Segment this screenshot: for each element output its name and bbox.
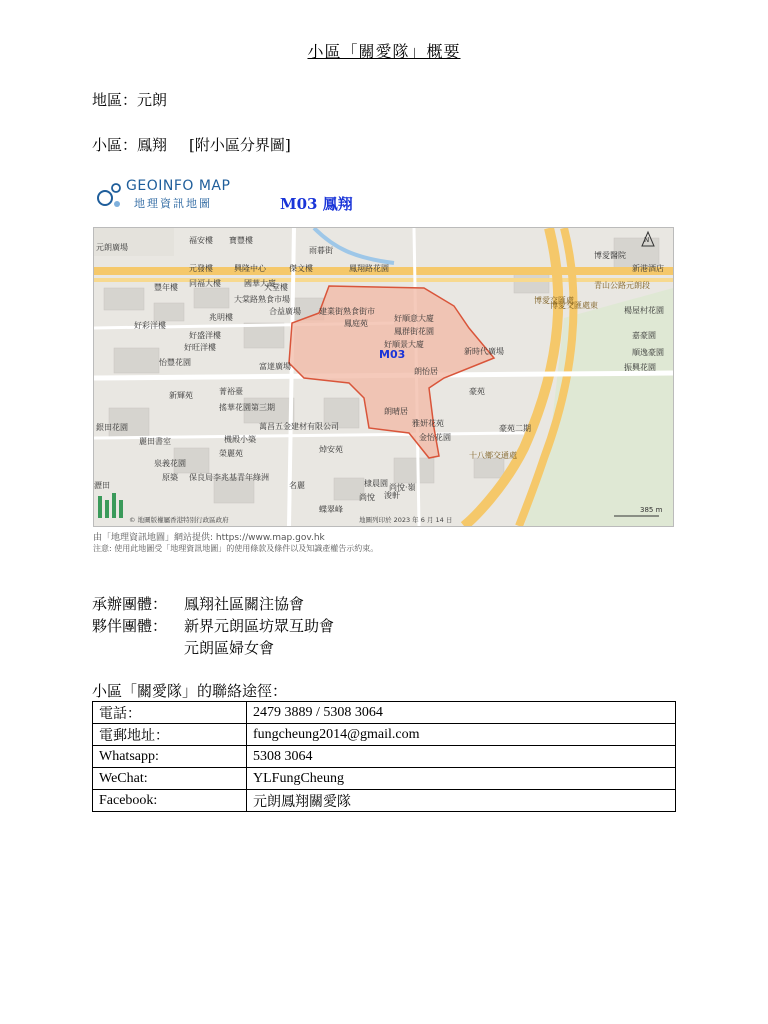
map-place-label: 富達廣場 xyxy=(259,362,291,371)
map-place-label: 寶豐樓 xyxy=(229,236,253,245)
contact-value-wechat: YLFungCheung xyxy=(247,768,676,790)
partner-1: 新界元朗區坊眾互助會 xyxy=(184,617,335,635)
map-place-label: 大棠路熟食市場 xyxy=(234,295,290,304)
map-place-label: 新時代廣場 xyxy=(464,347,504,356)
geoinfo-logo-subtext: 地理資訊地圖 xyxy=(134,197,212,210)
map-place-label: 機殿小築 xyxy=(224,435,256,444)
contact-key-phone: 電話： xyxy=(93,702,247,724)
map-place-label: 傑文樓 xyxy=(289,264,313,273)
map-place-label: 嘉豪園 xyxy=(632,331,656,340)
map-place-label: 原築 xyxy=(162,473,178,482)
map-place-label: 瀝田 xyxy=(94,481,110,490)
map-place-label: 焯安苑 xyxy=(319,445,343,454)
map-place-label: 建業街熟食街市 xyxy=(319,307,375,316)
table-row xyxy=(93,702,676,724)
table-row xyxy=(93,768,676,790)
map-print-date: 地圖列印於 2023 年 6 月 14 日 xyxy=(359,516,453,524)
contact-value-facebook: 元朗鳳翔關愛隊 xyxy=(247,790,676,812)
map-place-label: 豪苑 xyxy=(469,387,485,396)
contact-key-wechat: WeChat: xyxy=(93,768,247,790)
map-place-label: 好盛洋樓 xyxy=(189,331,221,340)
map-place-label: 新港酒店 xyxy=(632,264,664,273)
map-place-label: 博愛交匯處 xyxy=(534,296,574,305)
map-place-label: 青山公路元朗段 xyxy=(594,281,650,290)
district-label: 地區： xyxy=(92,91,138,109)
map-place-label: 尚悅·嶺 xyxy=(389,483,416,492)
map-place-label: 好順意大廈 xyxy=(394,314,434,323)
geoinfo-logo-icon xyxy=(96,181,124,211)
map-place-label: 浚軒 xyxy=(384,491,400,500)
map-place-label: 豐年樓 xyxy=(154,283,178,292)
map-place-label: 好順景大廈 xyxy=(384,340,424,349)
map-place-label: 泉義花園 xyxy=(154,459,186,468)
svg-text:N: N xyxy=(644,236,650,244)
map-source-credit: 由「地理資訊地圖」網站提供: https://www.map.gov.hk xyxy=(93,533,325,543)
table-row xyxy=(93,746,676,768)
map-usage-note: 注意: 使用此地圖受「地理資訊地圖」的使用條款及條件以及知識產權告示約束。 xyxy=(93,544,379,553)
map-place-label: 博愛醫院 xyxy=(594,251,626,260)
subdistrict-value: 鳳翔 xyxy=(137,136,168,154)
contact-key-facebook: Facebook: xyxy=(93,790,247,812)
geoinfo-logo-text: GEOINFO MAP xyxy=(126,178,231,194)
map-place-label: 尚悅 xyxy=(359,493,375,502)
subdistrict-label: 小區： xyxy=(92,136,138,154)
map-code-title: M03 鳳翔 xyxy=(280,195,353,213)
map-place-label: 新輝苑 xyxy=(169,391,193,400)
geoinfo-logo xyxy=(96,178,246,212)
page-title: 小區「關愛隊」概要 xyxy=(307,42,461,61)
map-place-label: 兆明樓 xyxy=(209,313,233,322)
partner-2: 元朗區婦女會 xyxy=(184,639,275,657)
subdistrict-line xyxy=(92,134,291,155)
map-place-label: 朗晴居 xyxy=(384,407,408,416)
map-place-label: 元朗廣場 xyxy=(96,243,128,252)
map-place-label: 棣晨園 xyxy=(364,479,388,488)
contact-key-whatsapp: Whatsapp: xyxy=(93,746,247,768)
district-value: 元朗 xyxy=(137,91,168,109)
subdistrict-map[interactable] xyxy=(93,227,674,527)
map-place-label: 同福大樓 xyxy=(189,279,221,288)
contact-value-phone: 2479 3889 / 5308 3064 xyxy=(247,702,676,724)
table-row xyxy=(93,724,676,746)
map-place-label: 蝶翠峰 xyxy=(319,505,343,514)
contact-value-email[interactable]: fungcheung2014@gmail.com xyxy=(247,724,676,746)
map-place-label: 興隆中心 xyxy=(234,264,266,273)
map-scale: 385 m xyxy=(640,506,663,514)
map-place-label: 朗怡居 xyxy=(414,367,438,376)
map-place-label: 菁裕臺 xyxy=(219,387,243,396)
contact-value-whatsapp: 5308 3064 xyxy=(247,746,676,768)
contact-heading: 小區「關愛隊」的聯絡途徑： xyxy=(92,682,288,700)
map-place-label: 楊屋村花園 xyxy=(624,306,664,315)
map-place-label: 雅妍花苑 xyxy=(412,419,444,428)
map-place-label: 博愛交匯處東 xyxy=(550,301,598,310)
map-place-label: 振興花園 xyxy=(624,363,656,372)
map-place-label: 保良局李兆基青年綠洲 xyxy=(189,473,269,482)
contact-table xyxy=(92,701,676,812)
map-place-label: 合益廣場 xyxy=(269,307,301,316)
map-place-label: 怡豐花園 xyxy=(159,358,191,367)
map-place-label: 元發樓 xyxy=(189,264,213,273)
organizer-label: 承辦團體： xyxy=(92,595,168,613)
map-place-label: 名麗 xyxy=(289,481,305,490)
map-place-label: 雨暮街 xyxy=(309,246,333,255)
subdistrict-note: [附小區分界圖] xyxy=(189,136,291,154)
map-place-label: 麗田書室 xyxy=(139,437,171,446)
map-place-label: 豪苑二期 xyxy=(499,424,531,433)
map-place-label: 金怡花園 xyxy=(419,433,451,442)
map-copyright: © 地圖版權屬香港特別行政區政府 xyxy=(129,516,229,524)
partners-label: 夥伴團體： xyxy=(92,617,168,635)
map-place-label: 福安樓 xyxy=(189,236,213,245)
map-place-label: 好彩洋樓 xyxy=(134,321,166,330)
contact-key-email: 電郵地址： xyxy=(93,724,247,746)
organizer-value: 鳳翔社區關注協會 xyxy=(184,595,305,613)
map-place-label: 順逸豪園 xyxy=(632,348,664,357)
map-place-label: 榮麗苑 xyxy=(219,449,243,458)
map-place-label: 銀田花園 xyxy=(96,423,128,432)
map-place-label: 鳳群街花園 xyxy=(394,327,434,336)
map-place-label: 搖華花園第三期 xyxy=(219,403,275,412)
map-place-label: 國華大廈 xyxy=(244,279,276,288)
table-row xyxy=(93,790,676,812)
map-place-label: 十八鄉交通處 xyxy=(469,451,517,460)
map-area-label: M03 xyxy=(379,348,406,361)
map-place-label: 好旺洋樓 xyxy=(184,343,216,352)
map-place-label: 鳳翔路花園 xyxy=(349,264,389,273)
map-place-label: 鳳庭苑 xyxy=(344,319,368,328)
map-place-label: 大堂樓 xyxy=(264,283,288,292)
map-place-label: 萬昌五金建材有限公司 xyxy=(259,422,339,431)
district-line xyxy=(92,89,167,110)
